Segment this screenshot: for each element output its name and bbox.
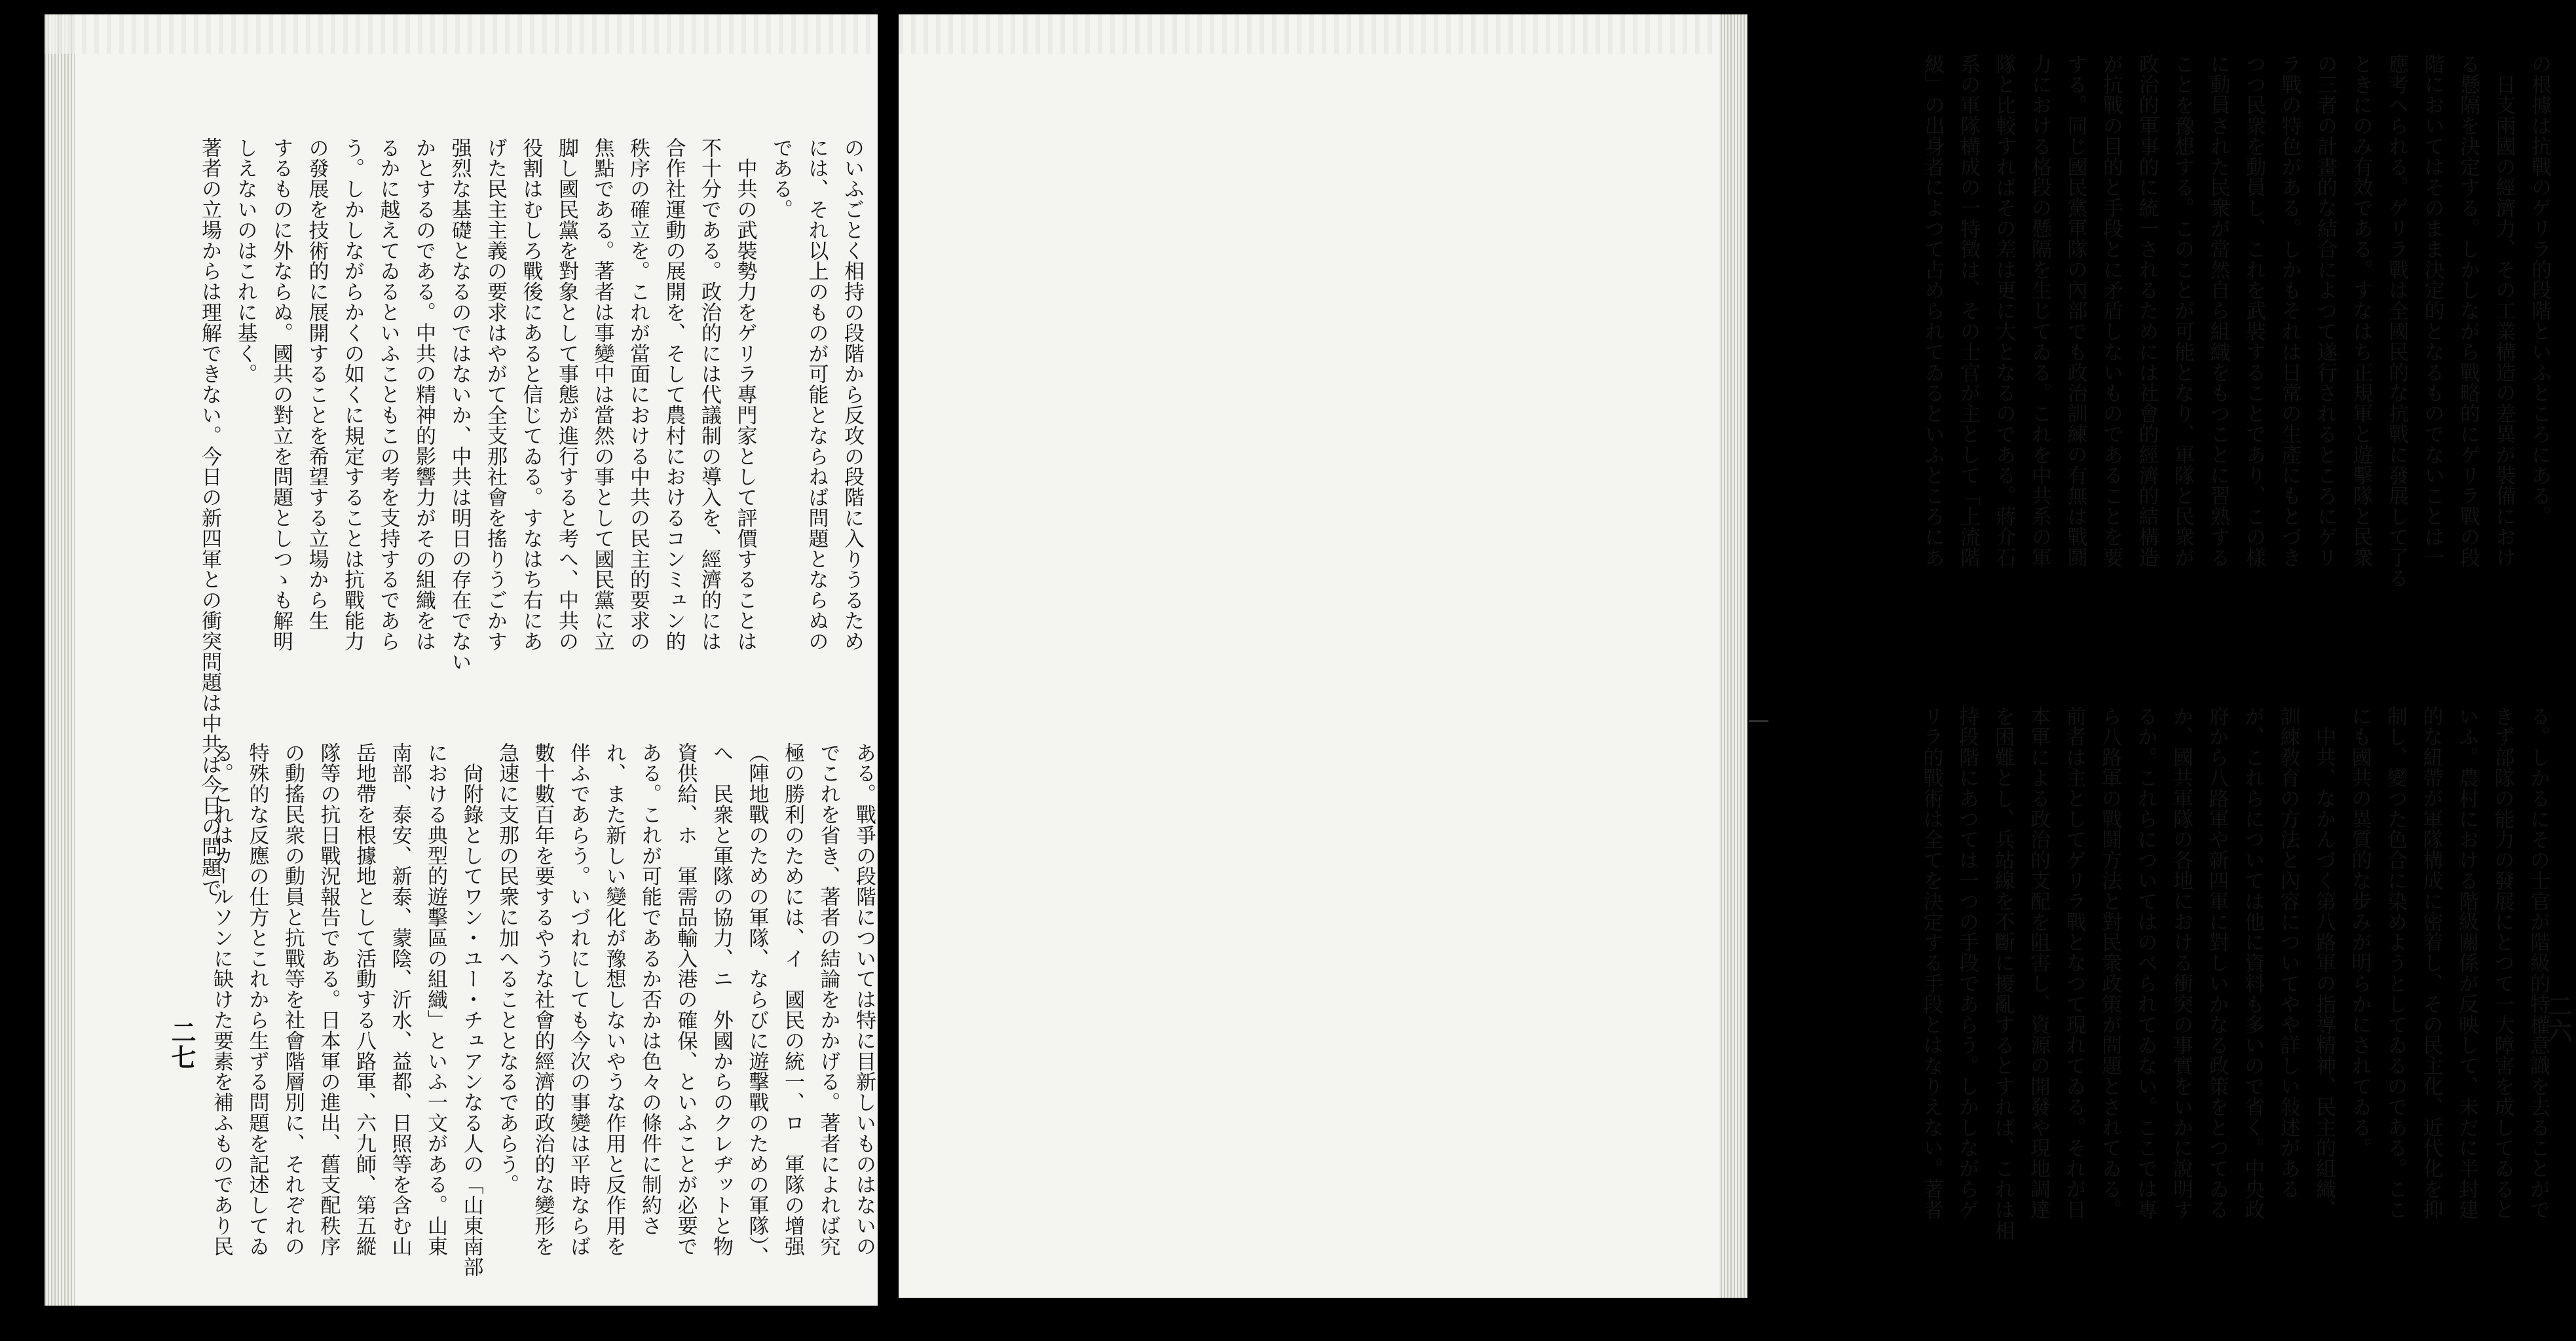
text-line: 中共、なかんづく第八路軍の指導精神、民主的組織、 (2312, 706, 2336, 1220)
text-line: る。これはカールソンに缺けた要素を補ふものであり民 (210, 743, 233, 1257)
text-line: ら八路軍の戰鬪方法と對民衆政策が問題とされてゐる。 (2098, 706, 2121, 1220)
text-line: には、それ以上のものが可能とならねば問題とならぬの (804, 138, 829, 652)
text-line: るかに越えてゐるといふこともこの考を支持するであら (376, 138, 400, 652)
text-line: 日支兩國の經濟力、その工業構造の差異が裝備におけ (2492, 54, 2516, 568)
text-line: するものに外ならぬ。國共の對立を問題としつゝも解明 (269, 138, 293, 652)
text-line: である。 (769, 138, 793, 220)
text-line: 資供給、ホ 軍需品輸入港の確保、といふことが必要で (673, 743, 698, 1257)
text-line: げた民主主義の要求はやがて全支那社會を搖りうごかす (483, 138, 507, 652)
scan-margin-mark (1749, 720, 1768, 722)
text-line: 岳地帶を根據地として活動する八路軍、六九師、第五縱 (352, 743, 376, 1257)
text-line: ラ戰の特色がある。しかもそれは日常の生產にもとづき (2277, 54, 2302, 568)
text-line: 强烈な基礎となるのではないか、中共は明日の存在でない (447, 138, 472, 672)
text-line: か、國共軍隊の各地における衝突の事實をいかに說明す (2169, 706, 2193, 1220)
text-line: 伴ふであらう。いづれにしても今次の事變は平時ならば (567, 743, 590, 1257)
left-page (45, 14, 878, 1306)
page-edge-texture (899, 14, 1747, 54)
text-line: 應考へられる。ゲリラ戰は全國民的な抗戰に發展して了る (2385, 54, 2408, 589)
text-line: 不十分である。政治的には代議制の導入を、經濟的には (698, 138, 721, 652)
text-line: 焦點である。著者は事變中は當然の事として國民黨に立 (590, 138, 614, 652)
text-line: 隊等の抗日戰況報告である。日本軍の進出、舊支配秩序 (316, 743, 341, 1257)
text-line: 系の軍隊構成の一特徵は、その士官が主として「上流階 (1956, 54, 1980, 568)
text-line: 階においてはそのまま決定的となるものでないことは一 (2420, 54, 2444, 568)
text-line: の三者の計畫的な結合によつて遂行されるところにゲリ (2313, 54, 2337, 568)
text-line: へ 民衆と軍隊の協力、ニ 外國からのクレヂットと物 (709, 743, 733, 1257)
text-line: （陣地戰のための軍隊、ならびに遊擊戰のための軍隊）、 (745, 743, 769, 1267)
left-page-text-lower (141, 743, 882, 1306)
text-line: 級」の出身者によつて占められてゐるといふところにあ (1920, 54, 1945, 568)
text-line: 持段階にあつては一つの手段であらう。しかしながらゲ (1955, 706, 1979, 1220)
text-line: 脚し國民黨を對象として事態が進行すると考へ、中共の (555, 138, 578, 652)
text-line: 役割はむしろ戰後にあると信じてゐる。すなはち右にあ (519, 138, 543, 652)
text-line: 尙附錄としてワン・ユー・チュアンなる人の「山東南部 (459, 743, 483, 1277)
text-line: 制し、變つた色合に染めようとしてゐるのである。ここ (2383, 706, 2407, 1220)
text-line: 著者の立場からは理解できない。今日の新四軍との衝突問題は中共は今日の問題で (198, 138, 221, 898)
text-line: きず部隊の能力の發展にとつて一大障害を成してゐると (2490, 706, 2514, 1220)
text-line: する。同じ國民黨軍隊の內部でも政治訓練の有無は戰鬪 (2063, 54, 2087, 568)
text-line: ことを豫想する。このことが可能となり、軍隊と民衆が (2171, 54, 2194, 568)
text-line: ある。戰爭の段階については特に目新しいものはないの (852, 743, 876, 1257)
text-line: 府から八路軍や新四軍に對しいかなる政策をとつてゐる (2205, 706, 2229, 1220)
text-line: 力における格段の懸隔を生じてゐる。これを中共系の軍 (2028, 54, 2051, 568)
page-edge-texture (45, 14, 878, 54)
text-line: ときにのみ有效である。すなはち正規軍と遊擊隊と民衆 (2349, 54, 2373, 568)
right-page-text-lower (1842, 706, 2556, 1282)
text-line: 前者は主としてゲリラ戰となつて現れてゐる。それが日 (2062, 706, 2086, 1220)
text-line: るか。これらについてはのべられてゐない。ここでは專 (2133, 706, 2157, 1220)
text-line: しえないのはこれに基く。 (233, 138, 257, 384)
text-line: 隊と比較すればその差は更に大となるのである。蔣介石 (1992, 54, 2016, 568)
text-line: の根據は抗戰のゲリラ的段階といふところにある。 (2528, 54, 2551, 527)
text-line: る懸隔を決定する。しかしながら戰略的にゲリラ戰の段 (2456, 54, 2480, 568)
page-number-left: 二七 (167, 1020, 196, 1069)
text-line: 本軍による政治的支配を阻害し、資源の開發や現地調達 (2026, 706, 2050, 1220)
right-page (899, 14, 2573, 1298)
page-number-right: 二六 (2543, 993, 2573, 1043)
text-line: 極の勝利のためには、イ 國民の統一、ロ 軍隊の增强 (781, 743, 804, 1257)
text-line: かとするのである。中共の精神的影響力がその組織をは (412, 138, 436, 652)
text-line: 數十數百年を要するやうな社會的經濟的政治的な變形を (531, 743, 555, 1257)
left-page-text-upper (124, 138, 870, 898)
text-line: る。しかるにその士官が階級的特權意識を去ることがで (2526, 706, 2550, 1220)
text-line: が抗戰の目的と手段とに矛盾しないものであることを要 (2099, 54, 2123, 568)
text-line: 特殊的な反應の仕方とこれから生ずる問題を記述してゐ (245, 743, 269, 1257)
text-line: 急速に支那の民衆に加へることとなるであらう。 (495, 743, 519, 1195)
text-line: 合作社運動の展開を、そして農村におけるコンミュン的 (662, 138, 686, 652)
text-line: れ、また新しい變化が豫想しないやうな作用と反作用を (602, 743, 626, 1257)
text-line: いふ。農村における階級關係が反映して、未だに半封建 (2455, 706, 2478, 1220)
text-line: 的な紐帶が軍隊構成に密着し、その民主化、近代化を抑 (2419, 706, 2443, 1220)
text-line: 訓練敎育の方法と內容についてやや詳しい敍述がある (2276, 706, 2300, 1200)
text-line: 中共の武裝勢力をゲリラ專門家として評價することは (733, 138, 757, 652)
text-line: に動員された民衆が當然自ら組織をもつことに習熟する (2206, 54, 2230, 568)
text-line: の發展を技術的に展開することを希望する立場から生 (305, 138, 329, 631)
text-line: 秩序の確立を。これが當面における中共の民主的要求の (626, 138, 650, 652)
text-line: が、これらについては他に資料も多いので省く。中央政 (2241, 706, 2264, 1220)
text-line: における典型的遊擊區の組織」といふ一文がある。山東 (424, 743, 447, 1257)
text-line: でこれを省き、著者の結論をかかげる。著者によれば究 (816, 743, 840, 1257)
text-line: つつ民衆を動員し、これを武裝することであり、この樣 (2242, 54, 2266, 568)
right-page-text-upper (1829, 54, 2557, 695)
text-line: う。しかしながらかくの如くに規定することは抗戰能力 (341, 138, 364, 652)
text-line: のいふごとく相持の段階から反攻の段階に入りうるため (840, 138, 864, 652)
text-line: にも國共の異質的な步みが明らかにされてゐる。 (2347, 706, 2372, 1158)
text-line: リラ的戰術は全てを決定する手段とはなりえない。著者 (1919, 706, 1943, 1220)
text-line: 南部、泰安、新泰、蒙陰、沂水、益都、日照等を含む山 (388, 743, 412, 1257)
text-line: の動搖民衆の動員と抗戰等を社會階層別に、それぞれの (281, 743, 305, 1257)
text-line: ある。これが可能であるか否かは色々の條件に制約さ (638, 743, 662, 1236)
text-line: を困難とし、兵站線を不斷に擾亂するとすれば、これは相 (1990, 706, 2015, 1241)
text-line: 政治的軍事的に統一されるためには社會的經濟的結構造 (2135, 54, 2159, 568)
